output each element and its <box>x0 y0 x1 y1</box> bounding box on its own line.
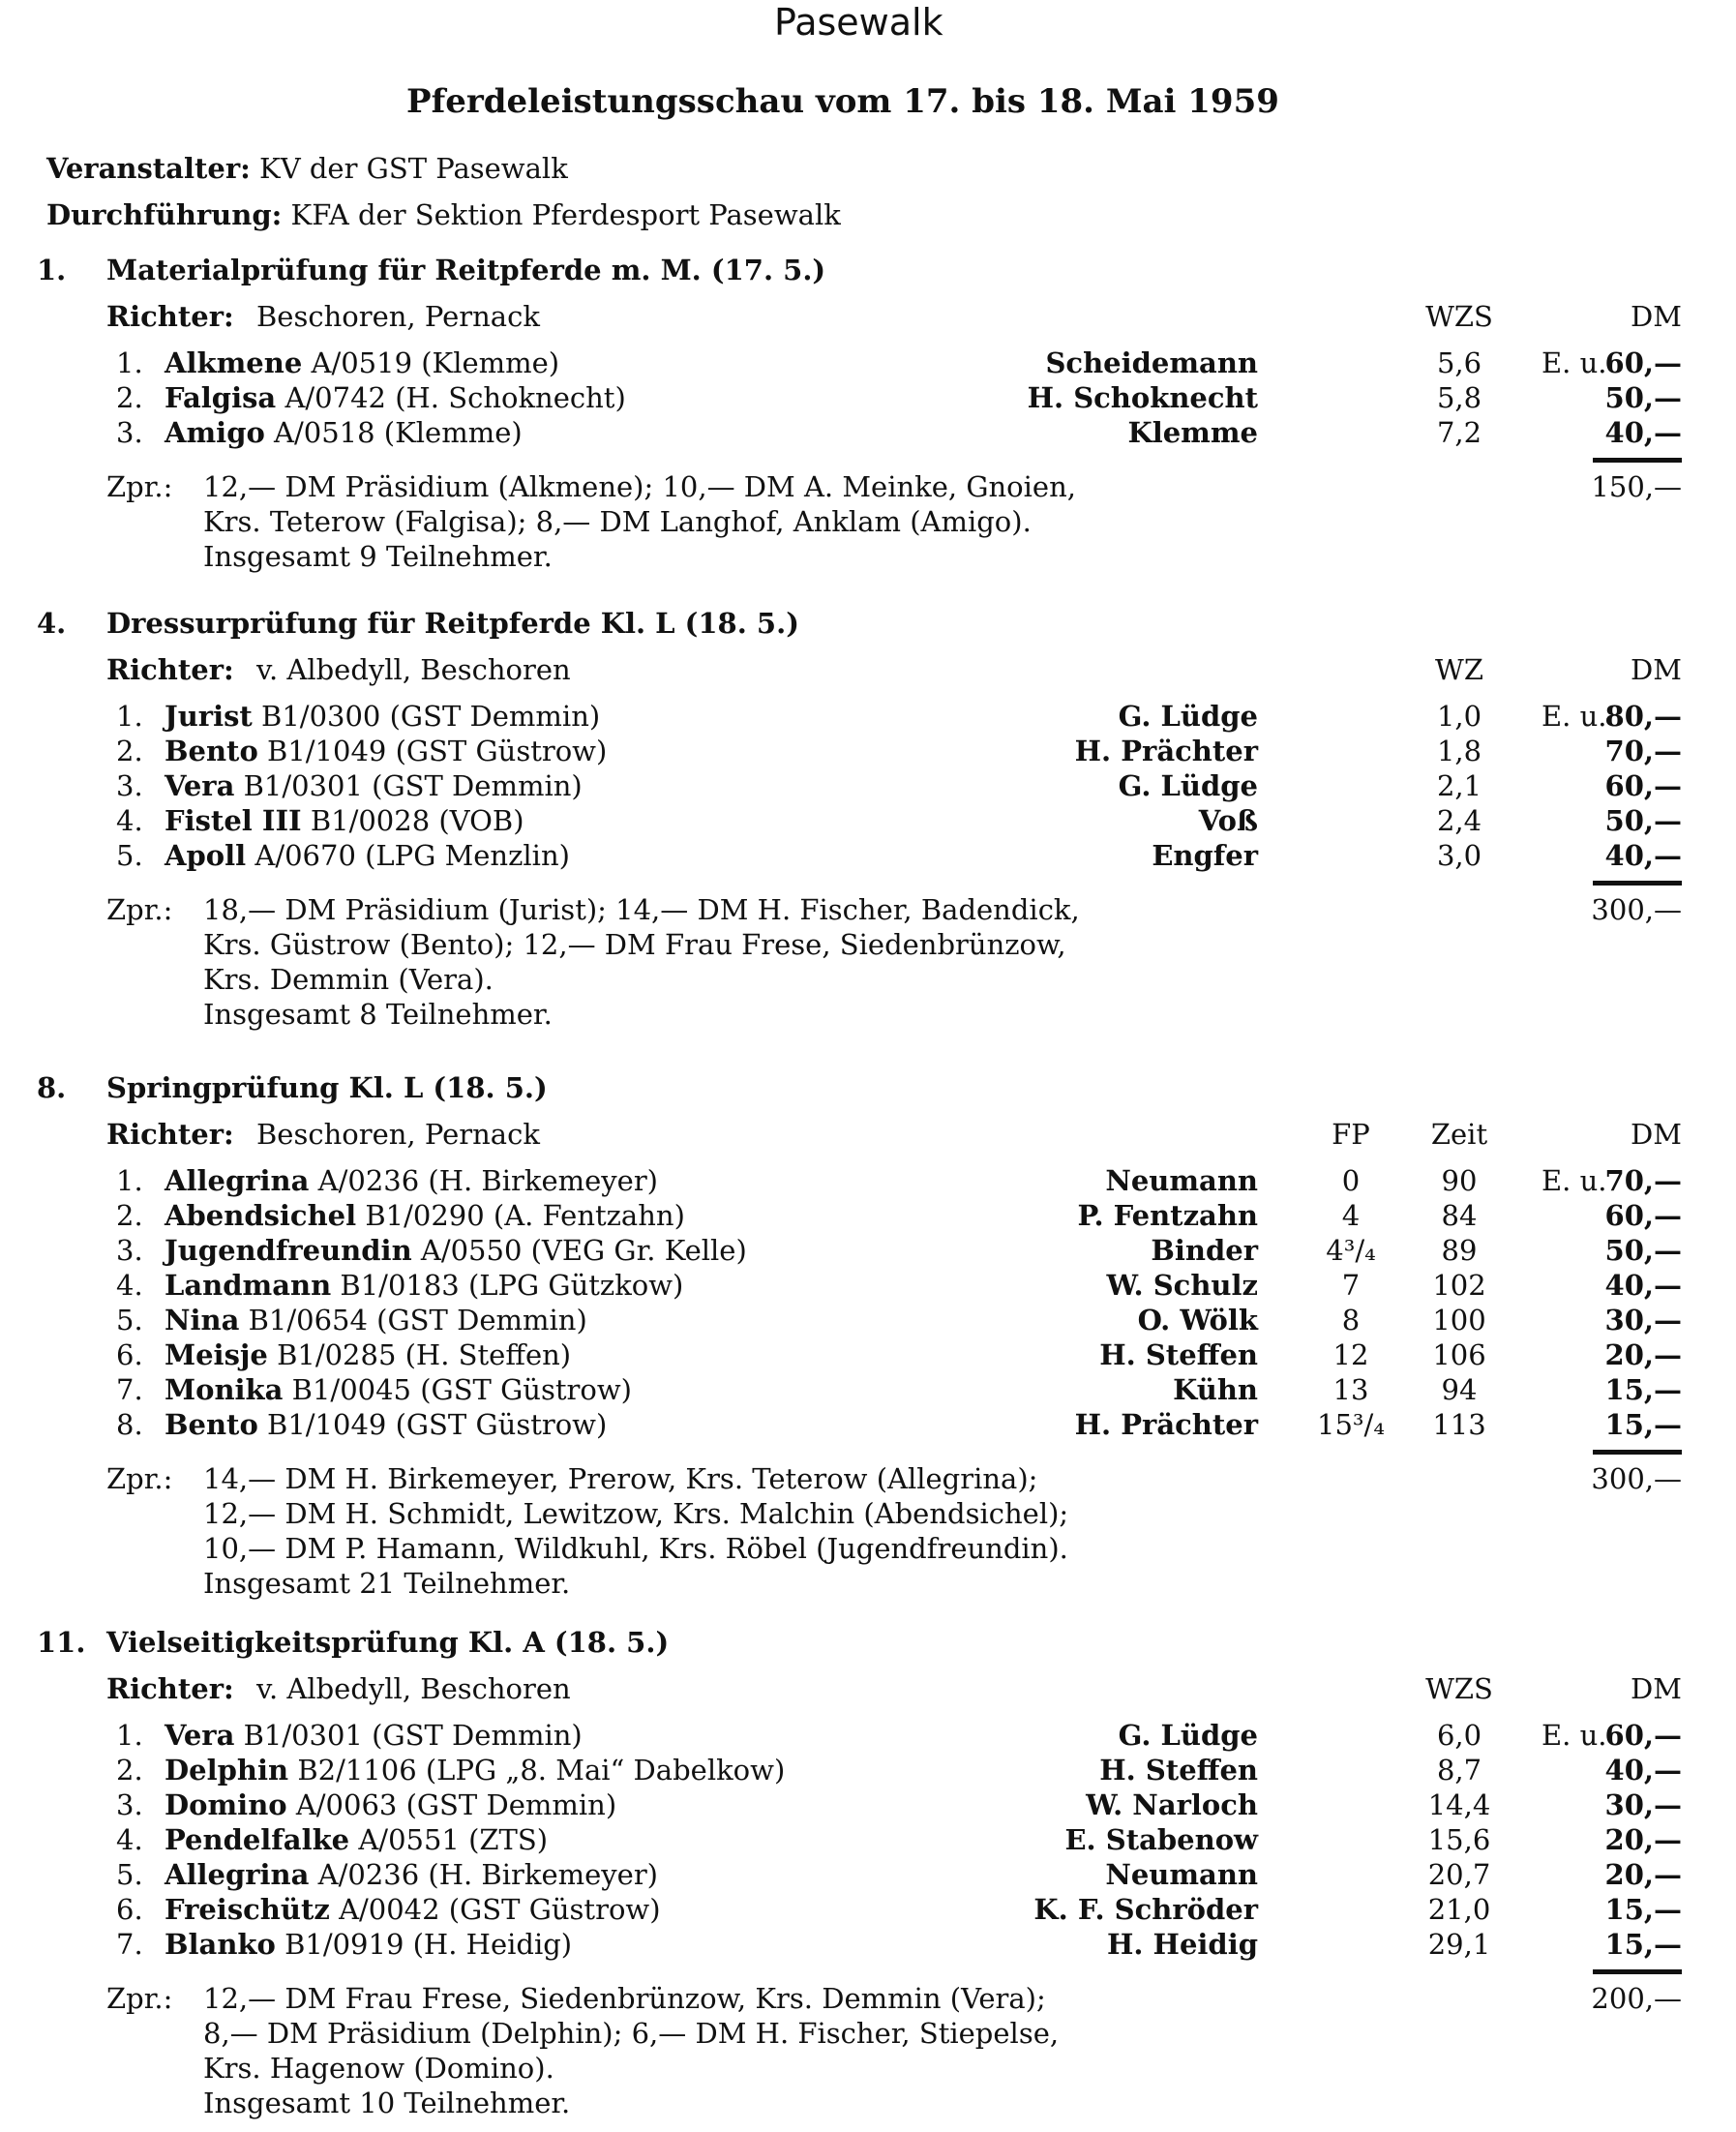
horse-name: Nina <box>165 1304 240 1336</box>
prize-line: Krs. Teterow (Falgisa); 8,— DM Langhof, Anklam (Amigo). <box>203 505 1032 538</box>
row-note: E. u. <box>1541 346 1607 379</box>
prize-line: Insgesamt 10 Teilnehmer. <box>203 2087 571 2119</box>
row-rank: 1. <box>116 346 143 379</box>
row-rank: 1. <box>116 1164 143 1197</box>
prize-line: Insgesamt 8 Teilnehmer. <box>203 998 553 1031</box>
section-title: Vielseitigkeitsprüfung Kl. A (18. 5.) <box>106 1626 670 1659</box>
row-rank: 3. <box>116 1234 143 1267</box>
column-header-dm: DM <box>1631 300 1682 333</box>
horse-name: Pendelfalke <box>165 1823 350 1856</box>
row-score: 89 <box>1441 1234 1478 1267</box>
section-number: 8. <box>37 1071 67 1104</box>
row-rider: H. Steffen <box>1099 1754 1258 1787</box>
row-rider: H. Schoknecht <box>1027 381 1258 414</box>
row-rider: W. Narloch <box>1086 1788 1258 1821</box>
row-rider: O. Wölk <box>1137 1304 1258 1336</box>
row-score: 102 <box>1432 1269 1486 1302</box>
row-faults: 15³/₄ <box>1317 1408 1385 1441</box>
judges-label: Richter: <box>106 653 234 686</box>
row-score: 5,8 <box>1436 381 1482 414</box>
row-rider: Scheidemann <box>1045 346 1258 379</box>
horse-detail: A/0551 (ZTS) <box>358 1823 549 1856</box>
row-rank: 4. <box>116 1823 143 1856</box>
row-horse <box>165 1164 658 1197</box>
organizer-label: Veranstalter: <box>46 152 251 185</box>
total-prize: 300,— <box>1591 893 1682 926</box>
horse-detail: B1/0028 (VOB) <box>310 804 524 837</box>
horse-detail: A/0518 (Klemme) <box>274 416 523 449</box>
horse-detail: B1/1049 (GST Güstrow) <box>267 1408 608 1441</box>
horse-detail: A/0742 (H. Schoknecht) <box>284 381 626 414</box>
row-rank: 8. <box>116 1408 143 1441</box>
row-rank: 7. <box>116 1928 143 1961</box>
horse-name: Vera <box>165 769 235 802</box>
horse-name: Falgisa <box>165 381 277 414</box>
judges-names: Beschoren, Pernack <box>256 300 540 333</box>
prize-line: 18,— DM Präsidium (Jurist); 14,— DM H. Fischer, Badendick, <box>203 893 1080 926</box>
row-horse <box>165 1754 786 1787</box>
horse-detail: A/0670 (LPG Menzlin) <box>254 839 570 872</box>
row-horse <box>165 1719 583 1752</box>
row-note: E. u. <box>1541 700 1607 733</box>
row-score: 8,7 <box>1436 1754 1482 1787</box>
row-prize: 15,— <box>1604 1408 1682 1441</box>
row-prize: 20,— <box>1604 1858 1682 1891</box>
row-prize: 80,— <box>1604 700 1682 733</box>
row-rank: 3. <box>116 416 143 449</box>
prize-label: Zpr.: <box>106 893 173 926</box>
row-rank: 6. <box>116 1893 143 1926</box>
horse-detail: B1/0290 (A. Fentzahn) <box>365 1199 685 1232</box>
row-prize: 40,— <box>1604 1754 1682 1787</box>
execution-label: Durchführung: <box>46 198 283 231</box>
row-horse <box>165 839 570 872</box>
row-faults: 0 <box>1341 1164 1361 1197</box>
horse-detail: B1/0183 (LPG Gützkow) <box>340 1269 684 1302</box>
row-score: 106 <box>1432 1338 1486 1371</box>
horse-name: Abendsichel <box>165 1199 357 1232</box>
horse-detail: A/0063 (GST Demmin) <box>295 1788 617 1821</box>
row-rank: 4. <box>116 804 143 837</box>
judges-names: Beschoren, Pernack <box>256 1118 540 1151</box>
row-horse <box>165 416 523 449</box>
prize-line: 12,— DM H. Schmidt, Lewitzow, Krs. Malchin (Abendsichel); <box>203 1497 1069 1530</box>
row-rank: 2. <box>116 735 143 767</box>
horse-name: Delphin <box>165 1754 289 1787</box>
horse-detail: B1/0301 (GST Demmin) <box>243 1719 583 1752</box>
row-rider: G. Lüdge <box>1118 769 1258 802</box>
horse-detail: A/0042 (GST Güstrow) <box>339 1893 661 1926</box>
row-faults: 13 <box>1332 1373 1369 1406</box>
horse-name: Fistel III <box>165 804 302 837</box>
row-horse <box>165 1408 608 1441</box>
row-horse <box>165 1858 658 1891</box>
place-title: Pasewalk <box>774 1 943 44</box>
horse-name: Monika <box>165 1373 284 1406</box>
judges-label: Richter: <box>106 1672 234 1705</box>
row-rank: 2. <box>116 381 143 414</box>
page-title: Pferdeleistungsschau vom 17. bis 18. Mai 1959 <box>406 82 1279 121</box>
row-score: 20,7 <box>1427 1858 1491 1891</box>
row-rank: 1. <box>116 700 143 733</box>
row-prize: 30,— <box>1604 1304 1682 1336</box>
row-prize: 20,— <box>1604 1823 1682 1856</box>
row-rider: Kühn <box>1173 1373 1258 1406</box>
horse-detail: A/0519 (Klemme) <box>311 346 560 379</box>
section-title: Springprüfung Kl. L (18. 5.) <box>106 1071 548 1104</box>
row-prize: 15,— <box>1604 1893 1682 1926</box>
row-score: 14,4 <box>1427 1788 1491 1821</box>
horse-detail: B1/0654 (GST Demmin) <box>248 1304 587 1336</box>
row-horse <box>165 1338 572 1371</box>
row-score: 1,8 <box>1436 735 1482 767</box>
row-horse <box>165 1823 549 1856</box>
total-prize: 300,— <box>1591 1462 1682 1495</box>
horse-name: Amigo <box>165 416 265 449</box>
horse-detail: A/0550 (VEG Gr. Kelle) <box>420 1234 747 1267</box>
row-prize: 40,— <box>1604 1269 1682 1302</box>
section-number: 4. <box>37 607 67 640</box>
horse-detail: B1/0285 (H. Steffen) <box>277 1338 572 1371</box>
row-rider: H. Prächter <box>1074 735 1258 767</box>
row-faults: 4 <box>1341 1199 1361 1232</box>
total-rule <box>1593 458 1682 463</box>
row-score: 94 <box>1441 1373 1478 1406</box>
row-score: 113 <box>1432 1408 1486 1441</box>
row-rider: E. Stabenow <box>1064 1823 1258 1856</box>
row-rider: K. F. Schröder <box>1033 1893 1258 1926</box>
row-score: 15,6 <box>1427 1823 1491 1856</box>
row-rider: H. Steffen <box>1099 1338 1258 1371</box>
horse-name: Bento <box>165 735 258 767</box>
execution-value: KFA der Sektion Pferdesport Pasewalk <box>290 198 841 231</box>
row-horse <box>165 381 626 414</box>
row-horse <box>165 1373 632 1406</box>
row-rank: 7. <box>116 1373 143 1406</box>
row-rank: 4. <box>116 1269 143 1302</box>
row-rider: P. Fentzahn <box>1077 1199 1258 1232</box>
row-rank: 1. <box>116 1719 143 1752</box>
row-prize: 30,— <box>1604 1788 1682 1821</box>
row-prize: 60,— <box>1604 1719 1682 1752</box>
row-rider: W. Schulz <box>1106 1269 1258 1302</box>
row-score: 3,0 <box>1436 839 1482 872</box>
row-horse <box>165 1306 587 1335</box>
horse-detail: A/0236 (H. Birkemeyer) <box>317 1858 658 1891</box>
row-rank: 3. <box>116 769 143 802</box>
row-rider: Neumann <box>1105 1164 1258 1197</box>
row-rank: 5. <box>116 839 143 872</box>
row-score: 7,2 <box>1436 416 1482 449</box>
total-prize: 200,— <box>1591 1982 1682 2015</box>
row-score: 21,0 <box>1427 1893 1491 1926</box>
row-prize: 60,— <box>1604 769 1682 802</box>
row-score: 1,0 <box>1436 700 1482 733</box>
row-score: 2,4 <box>1436 804 1482 837</box>
prize-line: Insgesamt 21 Teilnehmer. <box>203 1567 571 1600</box>
horse-detail: B1/0300 (GST Demmin) <box>261 700 601 733</box>
column-header-a: FP <box>1332 1118 1370 1151</box>
row-score: 100 <box>1432 1304 1486 1336</box>
judges-label: Richter: <box>106 300 234 333</box>
row-rider: Voß <box>1198 804 1258 837</box>
judges-names: v. Albedyll, Beschoren <box>256 653 571 686</box>
row-prize: 50,— <box>1604 381 1682 414</box>
row-horse <box>165 700 601 733</box>
horse-detail: B1/0919 (H. Heidig) <box>284 1928 573 1961</box>
horse-name: Meisje <box>165 1338 268 1371</box>
section-number: 1. <box>37 254 67 286</box>
row-rider: G. Lüdge <box>1118 700 1258 733</box>
row-rider: G. Lüdge <box>1118 1719 1258 1752</box>
row-faults: 12 <box>1332 1338 1369 1371</box>
row-score: 90 <box>1441 1164 1478 1197</box>
row-faults: 4³/₄ <box>1326 1234 1376 1267</box>
row-prize: 60,— <box>1604 1199 1682 1232</box>
row-prize: 40,— <box>1604 839 1682 872</box>
column-header-dm: DM <box>1631 653 1682 686</box>
row-prize: 70,— <box>1604 1164 1682 1197</box>
judges-names: v. Albedyll, Beschoren <box>256 1672 571 1705</box>
horse-name: Landmann <box>165 1269 332 1302</box>
row-rank: 5. <box>116 1304 143 1336</box>
prize-line: 12,— DM Präsidium (Alkmene); 10,— DM A. Meinke, Gnoien, <box>203 470 1076 503</box>
column-header-b: Zeit <box>1430 1118 1488 1151</box>
horse-detail: B1/0045 (GST Güstrow) <box>291 1373 632 1406</box>
section-title: Dressurprüfung für Reitpferde Kl. L (18. 5.) <box>106 607 799 640</box>
row-prize: 70,— <box>1604 735 1682 767</box>
prize-line: 8,— DM Präsidium (Delphin); 6,— DM H. Fischer, Stiepelse, <box>203 2017 1060 2050</box>
row-rank: 6. <box>116 1338 143 1371</box>
judges-label: Richter: <box>106 1118 234 1151</box>
row-rider: Binder <box>1151 1234 1258 1267</box>
row-horse <box>165 769 583 802</box>
total-rule <box>1593 881 1682 886</box>
horse-name: Jurist <box>165 700 253 733</box>
total-prize: 150,— <box>1591 470 1682 503</box>
horse-detail: B1/0301 (GST Demmin) <box>243 769 583 802</box>
row-horse <box>165 1199 685 1232</box>
column-header-b: WZ <box>1435 653 1483 686</box>
row-note: E. u. <box>1541 1719 1607 1752</box>
row-faults: 7 <box>1341 1269 1361 1302</box>
row-score: 84 <box>1441 1199 1478 1232</box>
horse-detail: B2/1106 (LPG „8. Mai“ Dabelkow) <box>297 1754 786 1787</box>
row-prize: 50,— <box>1604 804 1682 837</box>
row-rank: 3. <box>116 1788 143 1821</box>
row-prize: 60,— <box>1604 346 1682 379</box>
row-horse <box>165 1234 747 1267</box>
organizer-line <box>46 152 568 185</box>
section-number: 11. <box>37 1626 86 1659</box>
column-header-b: WZS <box>1425 1672 1493 1705</box>
prize-line: Insgesamt 9 Teilnehmer. <box>203 540 553 573</box>
row-prize: 15,— <box>1604 1373 1682 1406</box>
horse-name: Allegrina <box>165 1858 310 1891</box>
horse-detail: A/0236 (H. Birkemeyer) <box>317 1164 658 1197</box>
prize-line: 10,— DM P. Hamann, Wildkuhl, Krs. Röbel (Jugendfreundin). <box>203 1532 1068 1565</box>
prize-line: 12,— DM Frau Frese, Siedenbrünzow, Krs. Demmin (Vera); <box>203 1982 1046 2015</box>
row-horse <box>165 1893 661 1926</box>
row-rider: Engfer <box>1152 839 1258 872</box>
prize-line: Krs. Demmin (Vera). <box>203 963 494 996</box>
prize-line: Krs. Güstrow (Bento); 12,— DM Frau Frese, Siedenbrünzow, <box>203 928 1066 961</box>
horse-detail: B1/1049 (GST Güstrow) <box>267 735 608 767</box>
row-horse <box>165 737 607 766</box>
row-horse <box>165 1788 617 1821</box>
horse-name: Freischütz <box>165 1893 330 1926</box>
prize-label: Zpr.: <box>106 1462 173 1495</box>
row-rider: H. Prächter <box>1074 1408 1258 1441</box>
row-horse <box>165 346 560 379</box>
horse-name: Vera <box>165 1719 235 1752</box>
horse-name: Bento <box>165 1408 258 1441</box>
prize-label: Zpr.: <box>106 470 173 503</box>
horse-name: Jugendfreundin <box>165 1234 412 1267</box>
row-horse <box>165 1269 684 1302</box>
row-score: 2,1 <box>1436 769 1482 802</box>
row-score: 6,0 <box>1436 1719 1482 1752</box>
total-rule <box>1593 1969 1682 1974</box>
row-prize: 20,— <box>1604 1338 1682 1371</box>
organizer-value: KV der GST Pasewalk <box>259 152 568 185</box>
row-prize: 40,— <box>1604 416 1682 449</box>
prize-label: Zpr.: <box>106 1982 173 2015</box>
row-rider: Neumann <box>1105 1858 1258 1891</box>
row-rank: 5. <box>116 1858 143 1891</box>
row-score: 5,6 <box>1436 346 1482 379</box>
row-prize: 50,— <box>1604 1234 1682 1267</box>
horse-name: Allegrina <box>165 1164 310 1197</box>
execution-line <box>46 198 841 231</box>
row-note: E. u. <box>1541 1164 1607 1197</box>
column-header-dm: DM <box>1631 1118 1682 1151</box>
row-rider: H. Heidig <box>1106 1928 1258 1961</box>
row-prize: 15,— <box>1604 1928 1682 1961</box>
horse-name: Blanko <box>165 1928 276 1961</box>
row-horse <box>165 804 524 837</box>
row-rank: 2. <box>116 1199 143 1232</box>
section-title: Materialprüfung für Reitpferde m. M. (17. 5.) <box>106 254 826 286</box>
horse-name: Apoll <box>165 839 247 872</box>
total-rule <box>1593 1450 1682 1455</box>
row-score: 29,1 <box>1427 1928 1491 1961</box>
row-rank: 2. <box>116 1754 143 1787</box>
row-horse <box>165 1928 573 1961</box>
row-rider: Klemme <box>1127 416 1258 449</box>
horse-name: Domino <box>165 1788 287 1821</box>
prize-line: 14,— DM H. Birkemeyer, Prerow, Krs. Teterow (Allegrina); <box>203 1462 1038 1495</box>
column-header-dm: DM <box>1631 1672 1682 1705</box>
column-header-b: WZS <box>1425 300 1493 333</box>
horse-name: Alkmene <box>165 346 303 379</box>
row-faults: 8 <box>1341 1304 1361 1336</box>
prize-line: Krs. Hagenow (Domino). <box>203 2052 554 2085</box>
